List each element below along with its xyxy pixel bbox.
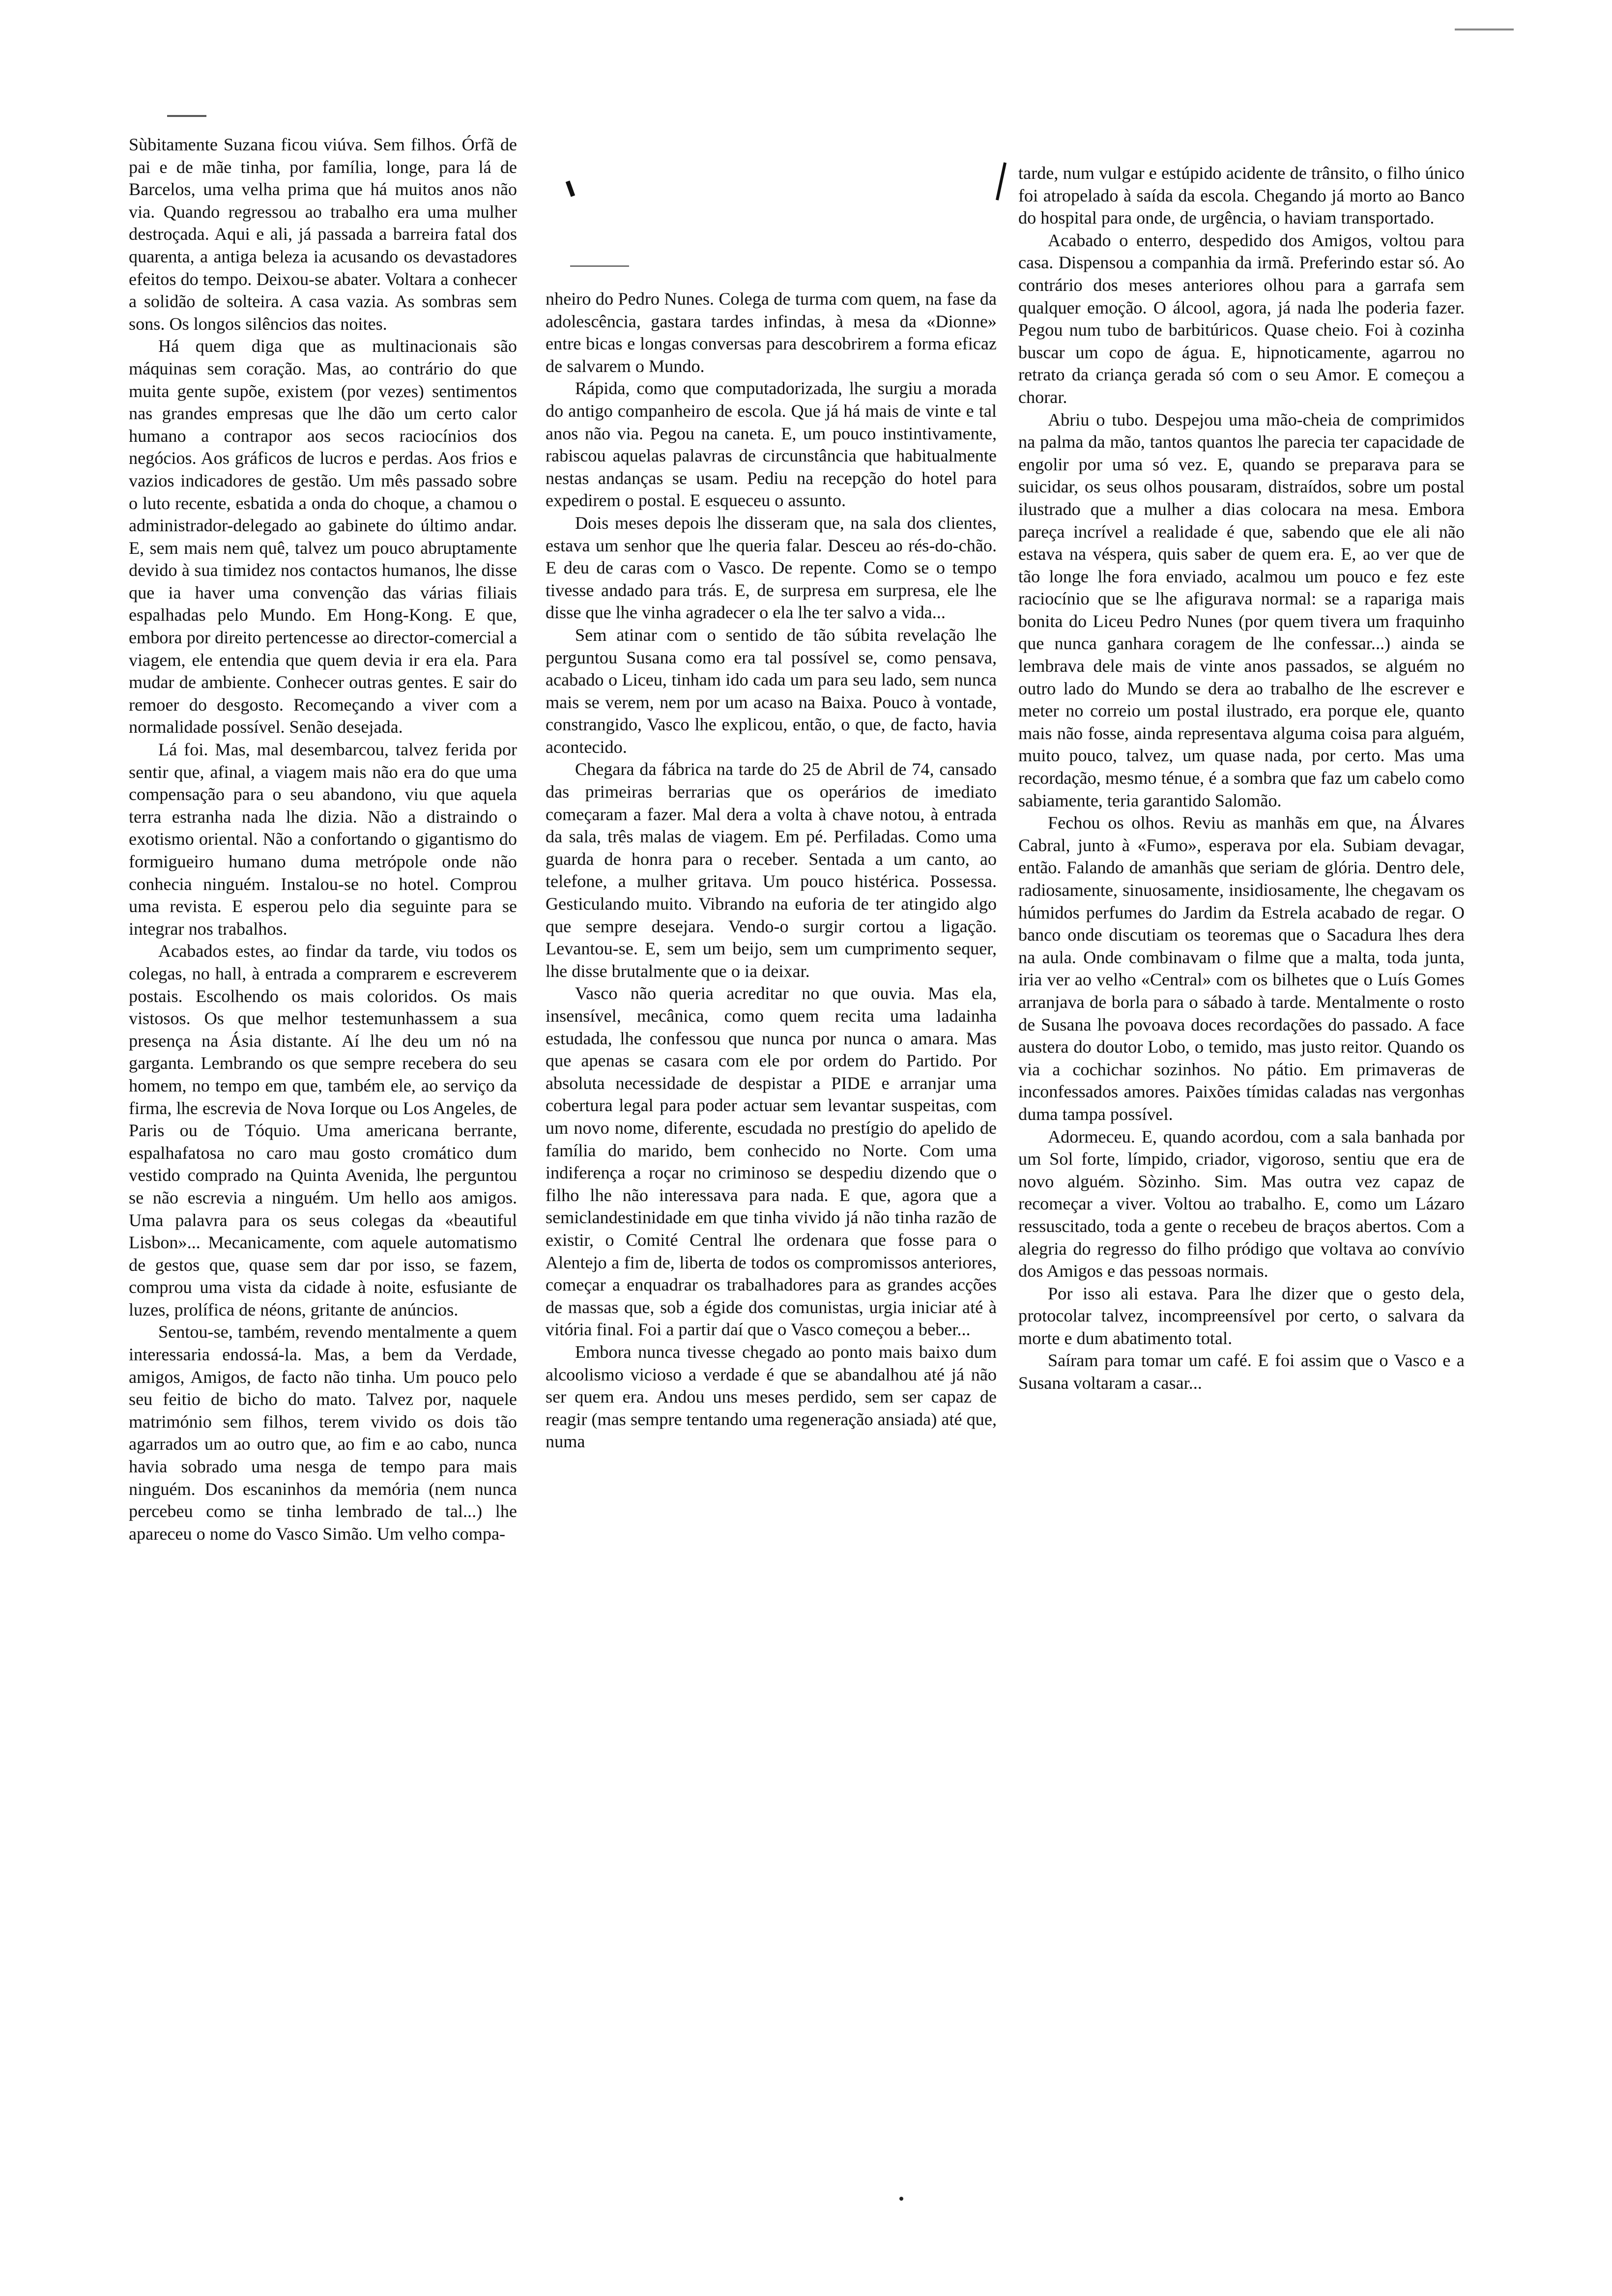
paragraph: tarde, num vulgar e estúpido acidente de trânsito, o filho único foi atropelado à saída da escola. Chegando já morto ao Banco do hospital para onde, de urgência, o haviam transportado. (1018, 163, 1465, 228)
paragraph: Sem atinar com o sentido de tão súbita revelação lhe perguntou Susana como era tal possível se, como pensava, acabado o Liceu, tinham ido cada um para seu lado, sem nunca mais se verem, nem por um acaso na Baixa. Pouco à vontade, constrangido, Vasco lhe explicou, então, o que, de facto, havia acontecido. (546, 625, 997, 757)
scan-mark-top-right (1455, 29, 1514, 30)
paragraph: Embora nunca tivesse chegado ao ponto mais baixo dum alcoolismo vicioso a verdade é que se abandalhou até já não ser quem era. Andou uns meses perdido, sem ser capaz de reagir (mas sempre tentando uma regeneração ansiada) até que, numa (546, 1342, 997, 1452)
scan-mark-quote (566, 180, 575, 197)
paragraph: Rápida, como que computadorizada, lhe surgiu a morada do antigo companheiro de escola. Que já há mais de vinte e tal anos não via. Pegou na caneta. E, um pouco instintivamente, rabiscou aquelas palavras de circunstância que habitualmente nestas andanças se usam. Pediu na recepção do hotel para expedirem o postal. E esqueceu o assunto. (546, 378, 997, 511)
paragraph: Acabados estes, ao findar da tarde, viu todos os colegas, no hall, à entrada a comprarem e escreverem postais. Escolhendo os mais coloridos. Os mais vistosos. Os que melhor testemunhassem a sua presença na Ásia distante. Aí lhe deu um nó na garganta. Lembrando os que sempre recebera do seu homem, no tempo em que, também ele, ao serviço da firma, lhe escrevia de Nova Iorque ou Los Angeles, de Paris ou de Tóquio. Uma americana berrante, espalhafatosa no caro mau gosto cromático dum vestido comprado na Quinta Avenida, lhe perguntou se não escrevia a ninguém. Um hello aos amigos. Uma palavra para os seus colegas da «beautiful Lisbon»... Mecanicamente, com aquele automatismo de gestos que, quase sem dar por isso, se fazem, comprou uma vista da cidade à noite, esfusiante de luzes, prolífica de néons, gritante de anúncios. (129, 941, 517, 1320)
paragraph: Fechou os olhos. Reviu as manhãs em que, na Álvares Cabral, junto à «Fumo», esperava por ela. Subiam devagar, então. Falando de amanhãs que seriam de glória. Dentro dele, radiosamente, sinuosamente, insidiosamente, lhe chegavam os húmidos perfumes do Jardim da Estrela acabado de regar. O banco onde discutiam os teoremas que o Sacadura lhes dera na aula. Onde combinavam o filme que a malta, toda junta, iria ver ao velho «Central» com os bilhetes que o Luís Gomes arranjava de borla para o sábado à tarde. Mentalmente o rosto de Susana lhe povoava doces recordações do passado. A face austera do doutor Lobo, o temido, mas justo reitor. Quando os via a cochichar sozinhos. No pátio. Em primaveras de inconfessados amores. Paixões tímidas caladas nas vergonhas duma tampa possível. (1018, 813, 1465, 1124)
scan-speck (899, 2197, 903, 2201)
text-column-left (129, 134, 517, 1545)
paragraph: Acabado o enterro, despedido dos Amigos, voltou para casa. Dispensou a companhia da irmã. Preferindo estar só. Ao contrário dos meses anteriores olhou para a garrafa sem qualquer emoção. O álcool, agora, já nada lhe poderia fazer. Pegou num tubo de barbitúricos. Quase cheio. Foi à cozinha buscar um copo de água. E, hipnoticamente, agarrou no retrato da criança gerada só com o seu Amor. E começou a chorar. (1018, 230, 1465, 407)
paragraph: Vasco não queria acreditar no que ouvia. Mas ela, insensível, mecânica, como quem recita uma ladainha estudada, lhe confessou que nunca por nunca o amara. Mas que apenas se casara com ele por ordem do Partido. Por absoluta necessidade de despistar a PIDE e arranjar uma cobertura legal para poder actuar sem levantar suspeitas, com um novo nome, diferente, escudada no prestígio do apelido de família do marido, bem conhecido no Norte. Com uma indiferença a roçar no criminoso se despediu dizendo que o filho lhe não interessava para nada. E que, agora que a semiclandestinidade em que tinha vivido já não tinha razão de existir, o Comité Central lhe ordenara que fosse para o Alentejo a fim de, liberta de todos os compromissos anteriores, começar a enquadrar os trabalhadores para as grandes acções de massas que, sob a égide dos comunistas, urgia iniciar até à vitória final. Foi a partir daí que o Vasco começou a beber... (546, 983, 997, 1340)
paragraph: nheiro do Pedro Nunes. Colega de turma com quem, na fase da adolescência, gastara tardes infindas, à mesa da «Dionne» entre bicas e longas conversas para descobrirem a forma eficaz de salvarem o Mundo. (546, 289, 997, 376)
paragraph: Lá foi. Mas, mal desembarcou, talvez ferida por sentir que, afinal, a viagem mais não era do que uma compensação para o seu abandono, viu que aquela terra estranha nada lhe dizia. Não a distraindo o exotismo oriental. Não a confortando o gigantismo do formigueiro humano duma metrópole onde não conhecia ninguém. Instalou-se no hotel. Comprou uma revista. E esperou pelo dia seguinte para se integrar nos trabalhos. (129, 740, 517, 939)
paragraph: Sentou-se, também, revendo mentalmente a quem interessaria endossá-la. Mas, a bem da Verdade, amigos, Amigos, de facto não tinha. Um pouco pelo seu feitio de bicho do mato. Talvez por, naquele matrimónio sem filhos, terem vivido os dois tão agarrados um ao outro que, ao fim e ao cabo, nunca havia sobrado uma nesga de tempo para mais ninguém. Dos escaninhos da memória (nem nunca percebeu como se tinha lembrado de tal...) lhe apareceu o nome do Vasco Simão. Um velho compa- (129, 1322, 517, 1544)
paragraph: Chegara da fábrica na tarde do 25 de Abril de 74, cansado das primeiras berrarias que os operários de imediato começaram a fazer. Mal dera a volta à chave notou, à entrada da sala, três malas de viagem. Em pé. Perfiladas. Como uma guarda de honra para o receber. Sentada a um canto, ao telefone, a mulher gritava. Um pouco histérica. Possessa. Gesticulando muito. Vibrando na euforia de ter atingido algo que sempre desejara. Vendo-o surgir cortou a ligação. Levantou-se. E, sem um beijo, sem um cumprimento sequer, lhe disse brutalmente que o ia deixar. (546, 759, 997, 981)
paragraph: Há quem diga que as multinacionais são máquinas sem coração. Mas, ao contrário do que muita gente supõe, existem (por vezes) sentimentos nas grandes empresas que lhe dão um certo calor humano a contrapor aos secos raciocínios dos negócios. Aos gráficos de lucros e perdas. Aos frios e vazios indicadores de gestão. Um mês passado sobre o luto recente, esbatida a onda do choque, a chamou o administrador-delegado ao gabinete do último andar. E, sem mais nem quê, talvez um pouco abruptamente devido à sua timidez nos contactos humanos, lhe disse que ia haver uma convenção das várias filiais espalhadas pelo Mundo. Em Hong-Kong. E que, embora por direito pertencesse ao director-comercial a viagem, ele entendia que quem devia ir era ela. Para mudar de ambiente. Conhecer outras gentes. E sair do remoer do desgosto. Recomeçando a viver com a normalidade possível. Senão desejada. (129, 336, 517, 737)
paragraph: Adormeceu. E, quando acordou, com a sala banhada por um Sol forte, límpido, criador, vigoroso, sentiu que era de novo alguém. Sòzinho. Sim. Mas outra vez capaz de recomeçar a viver. Voltou ao trabalho. E, como um Lázaro ressuscitado, toda a gente o recebeu de braços abertos. Com a alegria do regresso do filho pródigo que voltava ao convívio dos Amigos e das pessoas normais. (1018, 1126, 1465, 1281)
scan-mark-col2-top (570, 265, 629, 267)
text-column-right (1018, 162, 1465, 1395)
paragraph: Sùbitamente Suzana ficou viúva. Sem filhos. Órfã de pai e de mãe tinha, por família, longe, para lá de Barcelos, uma velha prima que há muitos anos não via. Quando regressou ao trabalho era uma mulher destroçada. Aqui e ali, já passada a barreira fatal dos quarenta, a antiga beleza ia acusando os devastadores efeitos do tempo. Deixou-se abater. Voltara a conhecer a solidão de solteira. A casa vazia. As sombras sem sons. Os longos silêncios das noites. (129, 135, 517, 334)
scan-mark-slash (996, 162, 1007, 201)
paragraph: Abriu o tubo. Despejou uma mão-cheia de comprimidos na palma da mão, tantos quantos lhe parecia ter capacidade de engolir por uma só vez. E, quando se preparava para se suicidar, os seus olhos pousaram, distraídos, sobre um postal ilustrado que a mulher a dias colocara na mesa. Embora pareça incrível a realidade é que, sabendo que ele ali não estava na véspera, quis saber de quem era. E, ao ver que de tão longe lhe fora enviado, acalmou um pouco e fez este raciocínio que se lhe afigurava normal: se a rapariga mais bonita do Liceu Pedro Nunes (por quem tivera um fraquinho que nunca ganhara coragem de lhe confessar...) ainda se lembrava dele mais de vinte anos passados, se alguém no outro lado do Mundo se dera ao trabalho de lhe escrever e meter no correio um postal ilustrado, era porque ele, quanto mais não fosse, ainda representava alguma coisa para alguém, muito pouco, talvez, um quase nada, por certo. Mas uma recordação, mesmo ténue, é a sombra que faz um cabelo como sabiamente, teria garantido Salomão. (1018, 409, 1465, 810)
scan-mark-top (167, 115, 206, 117)
paragraph: Saíram para tomar um café. E foi assim que o Vasco e a Susana voltaram a casar... (1018, 1350, 1465, 1393)
paragraph: Dois meses depois lhe disseram que, na sala dos clientes, estava um senhor que lhe queria falar. Desceu ao rés-do-chão. E deu de caras com o Vasco. De repente. Como se o tempo tivesse andado para trás. E, de surpresa em surpresa, ele lhe disse que lhe vinha agradecer o ela lhe ter salvo a vida... (546, 513, 997, 623)
paragraph: Por isso ali estava. Para lhe dizer que o gesto dela, protocolar talvez, incompreensível por certo, o salvara da morte e dum abatimento total. (1018, 1283, 1465, 1348)
text-column-middle (546, 288, 997, 1453)
